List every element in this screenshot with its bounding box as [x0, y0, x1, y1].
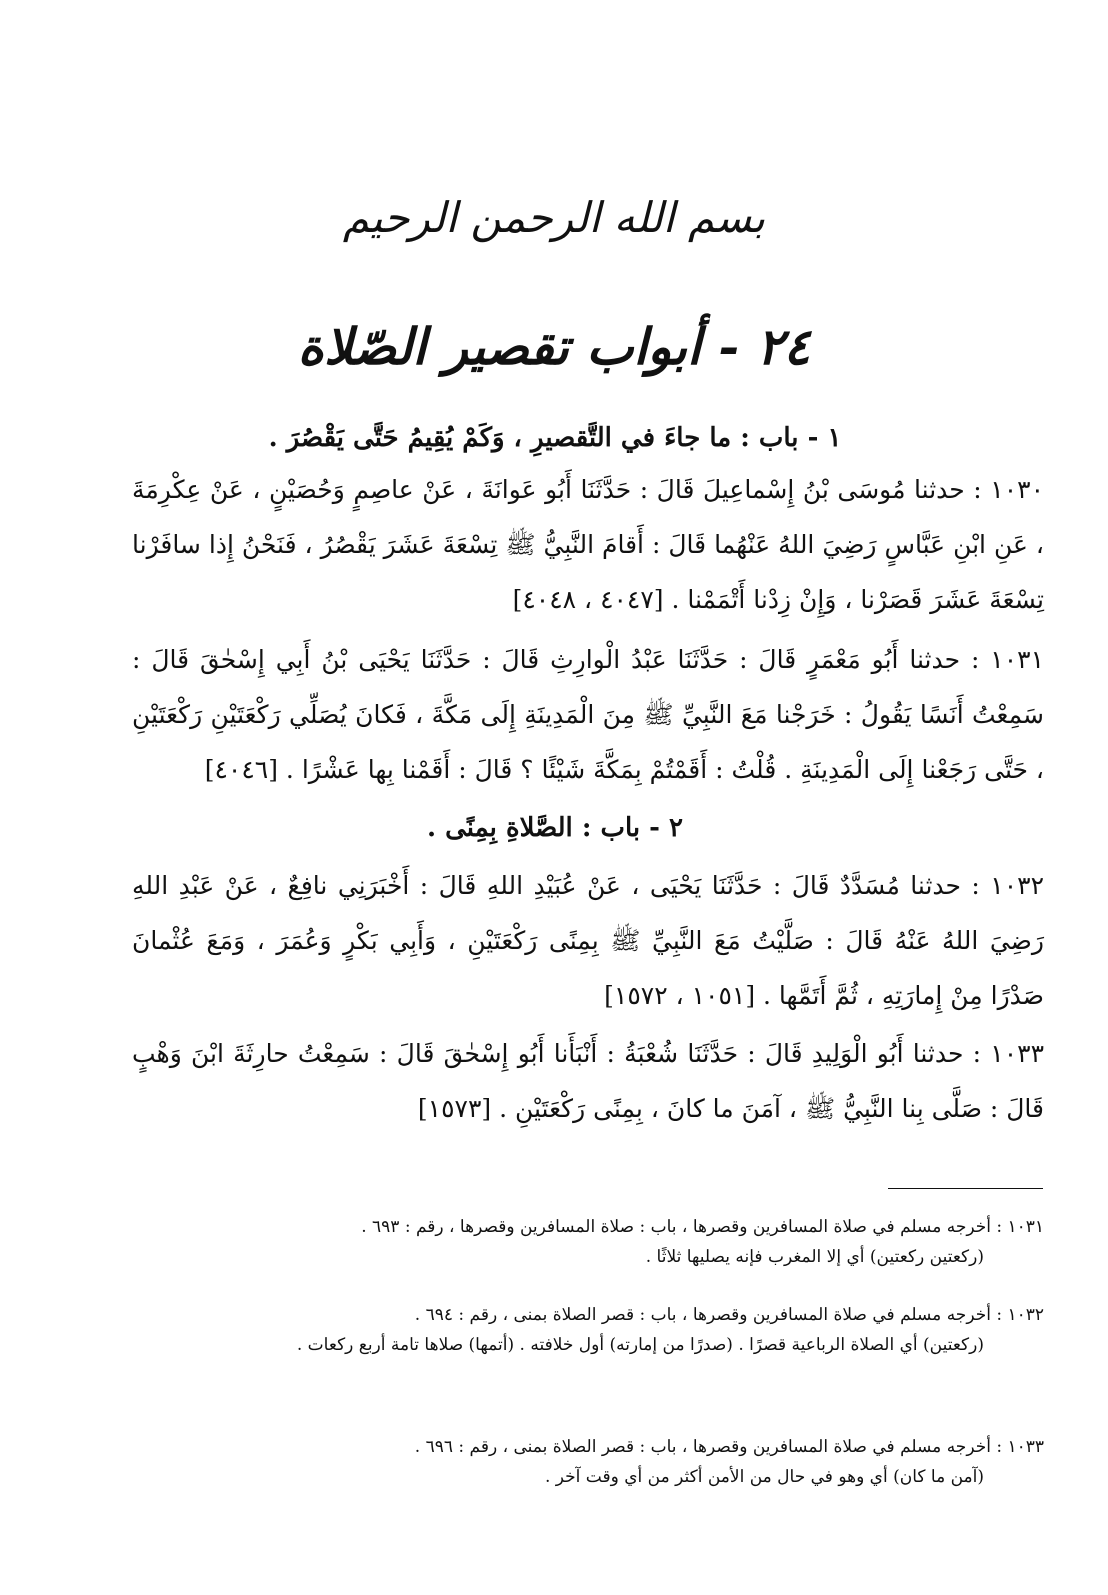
- footnote-ref: ١٠٣١ : أخرجه مسلم في صلاة المسافرين وقصرها ، باب : صلاة المسافرين وقصرها ، رقم : ٦٩٣ .: [361, 1217, 1044, 1237]
- bab-heading-2: ٢ - باب : الصَّلاةِ بِمِنًى .: [427, 813, 683, 843]
- footnote-divider: [888, 1188, 1043, 1189]
- footnote-gloss: (ركعتين ركعتين) أي إلا المغرب فإنه يصليها ثلاثًا .: [645, 1247, 984, 1267]
- hadith-1033: ١٠٣٣ : حدثنا أَبُو الْوَلِيدِ قَالَ : حَدَّثَنَا شُعْبَةُ : أَنْبَأَنا أَبُو إِسْحٰقَ قَالَ : سَمِعْتُ حارِثَةَ ابْنَ وَهْبٍ قَالَ : صَلَّى بِنا النَّبِيُّ ﷺ ، آمَنَ ما كانَ ، بِمِنًى رَكْعَتَيْنِ . [١٥٧٣]: [132, 1039, 1044, 1123]
- hadith-1030: ١٠٣٠ : حدثنا مُوسَى بْنُ إِسْماعِيلَ قَالَ : حَدَّثَنَا أَبُو عَوانَةَ ، عَنْ عاصِمٍ وَحُصَيْنٍ ، عَنْ عِكْرِمَةَ ، عَنِ ابْنِ عَبَّاسٍ رَضِيَ اللهُ عَنْهُما قَالَ : أَقامَ النَّبِيُّ ﷺ تِسْعَةَ عَشَرَ يَقْصُرُ ، فَنَحْنُ إِذا سافَرْنا تِسْعَةَ عَشَرَ قَصَرْنا ، وَإِنْ زِدْنا أَتْمَمْنا . [٤٠٤٧ ، ٤٠٤٨]: [132, 475, 1044, 614]
- hadith-1032: ١٠٣٢ : حدثنا مُسَدَّدٌ قَالَ : حَدَّثَنَا يَحْيَى ، عَنْ عُبَيْدِ اللهِ قَالَ : أَخْبَرَنِي نافِعٌ ، عَنْ عَبْدِ اللهِ رَضِيَ اللهُ عَنْهُ قَالَ : صَلَّيْتُ مَعَ النَّبِيِّ ﷺ بِمِنًى رَكْعَتَيْنِ ، وَأَبِي بَكْرٍ وَعُمَرَ ، وَمَعَ عُثْمانَ صَدْرًا مِنْ إِمارَتِهِ ، ثُمَّ أَتَمَّها . [١٠٥١ ، ١٥٧٢]: [132, 871, 1044, 1010]
- footnote-1032: [118, 1300, 1044, 1360]
- footnote-1033: [118, 1432, 1044, 1492]
- bab-heading-1: ١ - باب : ما جاءَ في التَّقصيرِ ، وَكَمْ يُقِيمُ حَتَّى يَقْصُرَ .: [268, 423, 842, 453]
- footnote-1031: [118, 1212, 1044, 1272]
- footnote-ref: ١٠٣٣ : أخرجه مسلم في صلاة المسافرين وقصرها ، باب : قصر الصلاة بمنى ، رقم : ٦٩٦ .: [414, 1437, 1044, 1457]
- footnote-gloss: (ركعتين) أي الصلاة الرباعية قصرًا . (صدرًا من إمارته) أول خلافته . (أتمها) صلاها تامة أربع ركعات .: [296, 1335, 984, 1355]
- footnote-ref: ١٠٣٢ : أخرجه مسلم في صلاة المسافرين وقصرها ، باب : قصر الصلاة بمنى ، رقم : ٦٩٤ .: [414, 1305, 1044, 1325]
- basmala-heading: بسم الله الرحمن الرحيم: [342, 193, 766, 242]
- footnote-gloss: (آمن ما كان) أي وهو في حال من الأمن أكثر من أي وقت آخر .: [544, 1467, 984, 1487]
- hadith-1031: ١٠٣١ : حدثنا أَبُو مَعْمَرٍ قَالَ : حَدَّثَنَا عَبْدُ الْوارِثِ قَالَ : حَدَّثَنَا يَحْيَى بْنُ أَبِي إِسْحٰقَ قَالَ : سَمِعْتُ أَنَسًا يَقُولُ : خَرَجْنا مَعَ النَّبِيِّ ﷺ مِنَ الْمَدِينَةِ إِلَى مَكَّةَ ، فَكانَ يُصَلِّي رَكْعَتَيْنِ رَكْعَتَيْنِ ، حَتَّى رَجَعْنا إِلَى الْمَدِينَةِ . قُلْتُ : أَقَمْتُمْ بِمَكَّةَ شَيْئًا ؟ قَالَ : أَقَمْنا بِها عَشْرًا . [٤٠٤٦]: [132, 645, 1044, 784]
- chapter-title: ٢٤ - أبواب تقصير الصّلاة: [297, 317, 811, 376]
